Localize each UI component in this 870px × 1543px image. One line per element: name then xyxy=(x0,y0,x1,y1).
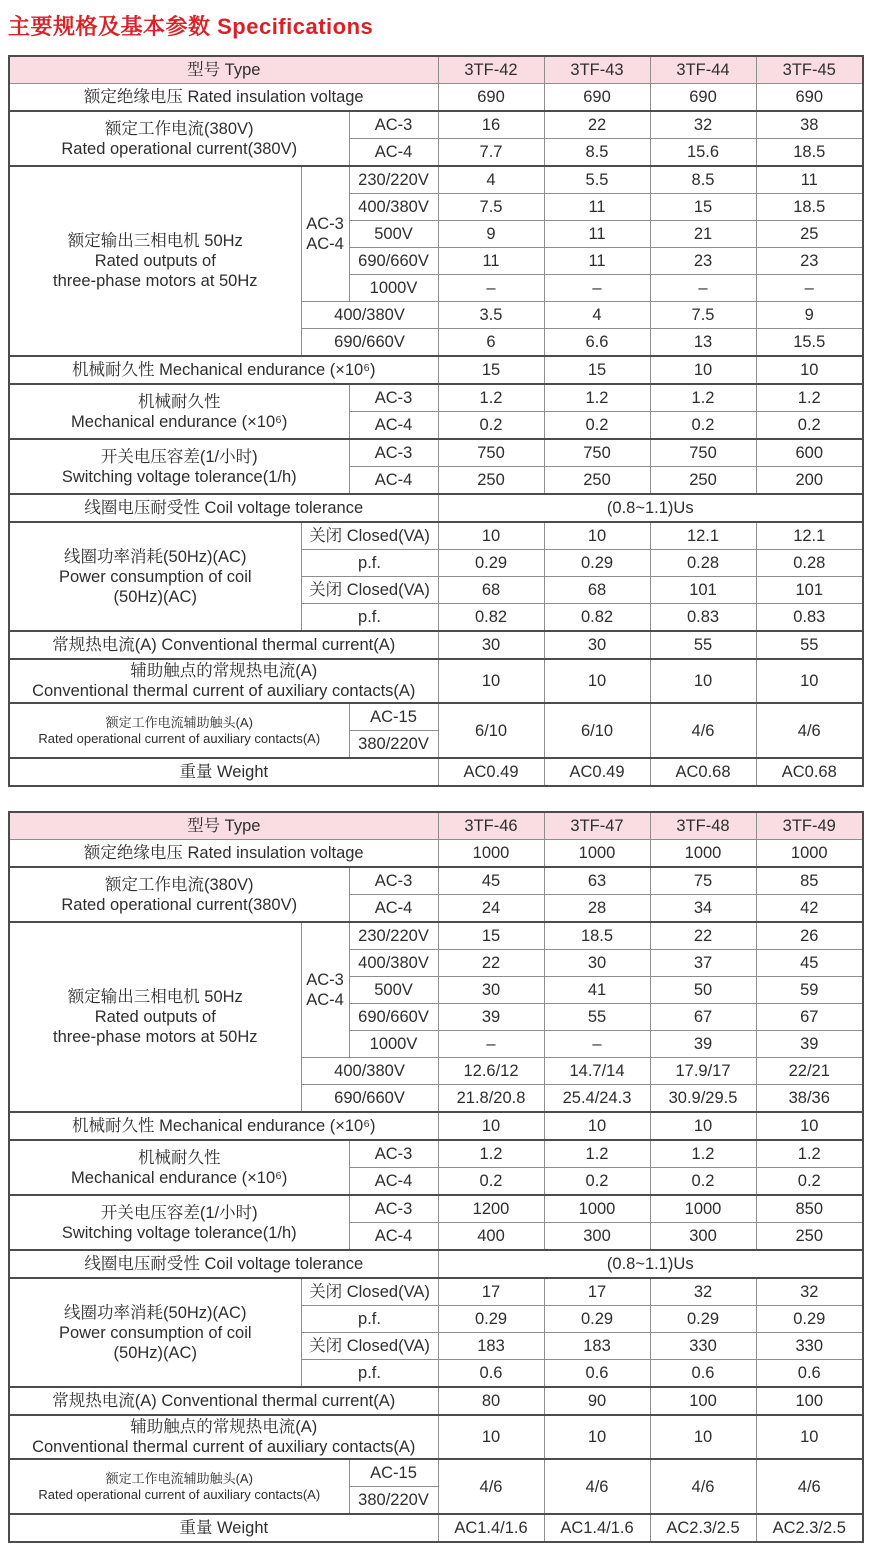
value-cell: 23 xyxy=(756,248,863,275)
value-cell: 100 xyxy=(650,1387,756,1415)
table-row xyxy=(9,439,863,467)
value-cell: 1000V xyxy=(349,275,438,302)
header-cell: 3TF-45 xyxy=(756,56,863,84)
header-cell: 型号 Type xyxy=(9,812,438,840)
value-cell: 90 xyxy=(544,1387,650,1415)
value-cell: 9 xyxy=(756,302,863,329)
value-cell: 183 xyxy=(438,1333,544,1360)
value-cell: 75 xyxy=(650,867,756,895)
row-label-cell: 关闭 Closed(VA) xyxy=(301,1333,438,1360)
value-cell: 10 xyxy=(650,1112,756,1140)
value-cell: 68 xyxy=(438,577,544,604)
table-row xyxy=(9,111,863,139)
value-cell: 8.5 xyxy=(650,166,756,194)
value-cell: 22 xyxy=(438,950,544,977)
value-cell: 45 xyxy=(756,950,863,977)
row-label-cell: 机械耐久性 Mechanical endurance (×10⁶) xyxy=(9,1140,349,1195)
table-row xyxy=(9,166,863,194)
row-label-cell: 额定绝缘电压 Rated insulation voltage xyxy=(9,84,438,112)
value-cell: AC0.68 xyxy=(756,758,863,786)
row-label-cell: 线圈电压耐受性 Coil voltage tolerance xyxy=(9,1250,438,1278)
value-cell: 1000 xyxy=(544,840,650,868)
table-row xyxy=(9,922,863,950)
value-cell: 1.2 xyxy=(650,1140,756,1168)
value-cell: 750 xyxy=(544,439,650,467)
value-cell: 25.4/24.3 xyxy=(544,1085,650,1113)
row-label-cell: 关闭 Closed(VA) xyxy=(301,1278,438,1306)
value-cell: 13 xyxy=(650,329,756,357)
value-cell: 0.2 xyxy=(544,412,650,440)
value-cell: AC-4 xyxy=(349,139,438,167)
row-label-cell: 机械耐久性 Mechanical endurance (×10⁶) xyxy=(9,1112,438,1140)
value-cell: 11 xyxy=(438,248,544,275)
value-cell: 0.29 xyxy=(438,550,544,577)
row-label-cell: 开关电压容差(1/小时) Switching voltage tolerance(1/h) xyxy=(9,439,349,494)
value-cell: 80 xyxy=(438,1387,544,1415)
value-cell: 0.6 xyxy=(756,1360,863,1388)
value-cell: – xyxy=(756,275,863,302)
value-cell: 14.7/14 xyxy=(544,1058,650,1085)
value-cell: 0.29 xyxy=(756,1306,863,1333)
value-cell: AC1.4/1.6 xyxy=(544,1514,650,1542)
header-cell: 3TF-43 xyxy=(544,56,650,84)
value-cell: 39 xyxy=(650,1031,756,1058)
value-cell: 1000V xyxy=(349,1031,438,1058)
value-cell: 0.28 xyxy=(756,550,863,577)
value-cell: 32 xyxy=(650,1278,756,1306)
value-cell: 250 xyxy=(756,1223,863,1251)
table-row xyxy=(9,384,863,412)
value-cell: AC-3 xyxy=(349,439,438,467)
row-label-cell: 额定绝缘电压 Rated insulation voltage xyxy=(9,840,438,868)
value-cell: – xyxy=(544,1031,650,1058)
header-cell: 3TF-47 xyxy=(544,812,650,840)
table-row xyxy=(9,812,863,840)
value-cell: 10 xyxy=(438,1112,544,1140)
value-cell: p.f. xyxy=(301,1360,438,1388)
value-cell: 300 xyxy=(650,1223,756,1251)
value-cell: 1.2 xyxy=(756,384,863,412)
value-cell: AC-3 AC-4 xyxy=(301,166,349,302)
value-cell: 7.5 xyxy=(438,194,544,221)
value-cell: 10 xyxy=(650,356,756,384)
row-label-cell: 常规热电流(A) Conventional thermal current(A) xyxy=(9,1387,438,1415)
value-cell: AC-3 xyxy=(349,384,438,412)
table-row xyxy=(9,631,863,659)
value-cell: 6 xyxy=(438,329,544,357)
value-cell: 4/6 xyxy=(544,1459,650,1514)
value-cell: 15 xyxy=(438,922,544,950)
value-cell: – xyxy=(650,275,756,302)
value-cell: 12.1 xyxy=(650,522,756,550)
value-cell: AC-3 xyxy=(349,1140,438,1168)
header-cell: 3TF-44 xyxy=(650,56,756,84)
value-cell: 4/6 xyxy=(438,1459,544,1514)
value-cell: 15.5 xyxy=(756,329,863,357)
value-cell: AC-15 xyxy=(349,1459,438,1487)
value-cell: 32 xyxy=(650,111,756,139)
value-cell: 400/380V xyxy=(349,194,438,221)
value-cell: 10 xyxy=(544,1415,650,1459)
value-cell: 230/220V xyxy=(349,922,438,950)
value-cell: 10 xyxy=(438,1415,544,1459)
value-cell: 690/660V xyxy=(349,1004,438,1031)
value-cell: 1000 xyxy=(650,840,756,868)
value-cell: 18.5 xyxy=(756,139,863,167)
value-cell: 63 xyxy=(544,867,650,895)
value-cell: 24 xyxy=(438,895,544,923)
row-label-cell: 额定工作电流(380V) Rated operational current(380V) xyxy=(9,111,349,166)
row-label-cell: 额定输出三相电机 50Hz Rated outputs of three-phase motors at 50Hz xyxy=(9,166,301,356)
value-cell: (0.8~1.1)Us xyxy=(438,1250,863,1278)
value-cell: AC0.49 xyxy=(544,758,650,786)
value-cell: 0.2 xyxy=(438,1168,544,1196)
value-cell: 9 xyxy=(438,221,544,248)
value-cell: 37 xyxy=(650,950,756,977)
value-cell: AC-4 xyxy=(349,467,438,495)
value-cell: 39 xyxy=(438,1004,544,1031)
value-cell: 0.2 xyxy=(438,412,544,440)
value-cell: 4 xyxy=(544,302,650,329)
value-cell: 0.82 xyxy=(544,604,650,632)
header-cell: 型号 Type xyxy=(9,56,438,84)
value-cell: 0.29 xyxy=(438,1306,544,1333)
page-title: 主要规格及基本参数 Specifications xyxy=(8,14,374,39)
value-cell: 7.7 xyxy=(438,139,544,167)
value-cell: 10 xyxy=(438,659,544,703)
value-cell: 18.5 xyxy=(756,194,863,221)
value-cell: p.f. xyxy=(301,550,438,577)
value-cell: 0.29 xyxy=(544,1306,650,1333)
value-cell: 22 xyxy=(544,111,650,139)
table-row xyxy=(9,703,863,731)
row-label-cell: 机械耐久性 Mechanical endurance (×10⁶) xyxy=(9,384,349,439)
value-cell: 15.6 xyxy=(650,139,756,167)
value-cell: 11 xyxy=(544,221,650,248)
spec-table-models-3tf46-49 xyxy=(8,811,864,1543)
value-cell: 230/220V xyxy=(349,166,438,194)
value-cell: 10 xyxy=(544,1112,650,1140)
value-cell: 1000 xyxy=(438,840,544,868)
value-cell: 400/380V xyxy=(301,302,438,329)
value-cell: 10 xyxy=(756,356,863,384)
value-cell: 28 xyxy=(544,895,650,923)
value-cell: 0.2 xyxy=(544,1168,650,1196)
value-cell: 0.83 xyxy=(650,604,756,632)
value-cell: 250 xyxy=(544,467,650,495)
value-cell: 30.9/29.5 xyxy=(650,1085,756,1113)
value-cell: 0.29 xyxy=(544,550,650,577)
value-cell: 750 xyxy=(438,439,544,467)
value-cell: 1.2 xyxy=(544,1140,650,1168)
table-row xyxy=(9,56,863,84)
value-cell: 15 xyxy=(438,356,544,384)
value-cell: 1200 xyxy=(438,1195,544,1223)
value-cell: 0.29 xyxy=(650,1306,756,1333)
value-cell: AC-3 xyxy=(349,111,438,139)
value-cell: 500V xyxy=(349,221,438,248)
value-cell: 101 xyxy=(650,577,756,604)
value-cell: 1.2 xyxy=(438,384,544,412)
value-cell: 41 xyxy=(544,977,650,1004)
value-cell: 67 xyxy=(756,1004,863,1031)
row-label-cell: 关闭 Closed(VA) xyxy=(301,577,438,604)
value-cell: 0.2 xyxy=(756,1168,863,1196)
value-cell: AC-4 xyxy=(349,895,438,923)
row-label-cell: 关闭 Closed(VA) xyxy=(301,522,438,550)
value-cell: 17.9/17 xyxy=(650,1058,756,1085)
value-cell: AC-4 xyxy=(349,1168,438,1196)
value-cell: AC-3 xyxy=(349,1195,438,1223)
value-cell: 0.2 xyxy=(650,412,756,440)
value-cell: 18.5 xyxy=(544,922,650,950)
value-cell: 690 xyxy=(544,84,650,112)
table-row xyxy=(9,1459,863,1487)
value-cell: AC-3 xyxy=(349,867,438,895)
value-cell: 250 xyxy=(438,467,544,495)
value-cell: 8.5 xyxy=(544,139,650,167)
value-cell: AC0.68 xyxy=(650,758,756,786)
row-label-cell: 额定工作电流辅助触头(A) Rated operational current of auxiliary contacts(A) xyxy=(9,703,349,758)
value-cell: 23 xyxy=(650,248,756,275)
value-cell: 1.2 xyxy=(544,384,650,412)
table-row xyxy=(9,1514,863,1542)
value-cell: 400/380V xyxy=(301,1058,438,1085)
value-cell: 17 xyxy=(544,1278,650,1306)
value-cell: 6/10 xyxy=(438,703,544,758)
row-label-cell: 线圈电压耐受性 Coil voltage tolerance xyxy=(9,494,438,522)
value-cell: 32 xyxy=(756,1278,863,1306)
value-cell: 10 xyxy=(756,1415,863,1459)
value-cell: 690 xyxy=(756,84,863,112)
value-cell: 690/660V xyxy=(349,248,438,275)
value-cell: 330 xyxy=(650,1333,756,1360)
table-row xyxy=(9,1112,863,1140)
value-cell: 55 xyxy=(650,631,756,659)
value-cell: p.f. xyxy=(301,1306,438,1333)
value-cell: 600 xyxy=(756,439,863,467)
row-label-cell: 辅助触点的常规热电流(A) Conventional thermal current of auxiliary contacts(A) xyxy=(9,659,438,703)
value-cell: 0.2 xyxy=(756,412,863,440)
table-row xyxy=(9,840,863,868)
value-cell: 0.83 xyxy=(756,604,863,632)
row-label-cell: 开关电压容差(1/小时) Switching voltage tolerance(1/h) xyxy=(9,1195,349,1250)
value-cell: 10 xyxy=(544,659,650,703)
value-cell: 45 xyxy=(438,867,544,895)
row-label-cell: 重量 Weight xyxy=(9,758,438,786)
value-cell: AC-4 xyxy=(349,1223,438,1251)
value-cell: 68 xyxy=(544,577,650,604)
header-cell: 3TF-42 xyxy=(438,56,544,84)
value-cell: 22 xyxy=(650,922,756,950)
value-cell: 11 xyxy=(544,248,650,275)
value-cell: AC-4 xyxy=(349,412,438,440)
row-label-cell: 额定工作电流辅助触头(A) Rated operational current of auxiliary contacts(A) xyxy=(9,1459,349,1514)
value-cell: 690/660V xyxy=(301,329,438,357)
table-row xyxy=(9,1387,863,1415)
value-cell: 38 xyxy=(756,111,863,139)
value-cell: 10 xyxy=(650,1415,756,1459)
value-cell: 183 xyxy=(544,1333,650,1360)
table-row xyxy=(9,659,863,703)
header-cell: 3TF-48 xyxy=(650,812,756,840)
value-cell: 380/220V xyxy=(349,1487,438,1515)
value-cell: 55 xyxy=(544,1004,650,1031)
row-label-cell: 常规热电流(A) Conventional thermal current(A) xyxy=(9,631,438,659)
row-label-cell: 重量 Weight xyxy=(9,1514,438,1542)
value-cell: 12.6/12 xyxy=(438,1058,544,1085)
table-row xyxy=(9,522,863,550)
value-cell: 3.5 xyxy=(438,302,544,329)
value-cell: 39 xyxy=(756,1031,863,1058)
value-cell: 15 xyxy=(544,356,650,384)
value-cell: – xyxy=(438,275,544,302)
value-cell: 26 xyxy=(756,922,863,950)
header-cell: 3TF-46 xyxy=(438,812,544,840)
value-cell: 1.2 xyxy=(650,384,756,412)
value-cell: – xyxy=(438,1031,544,1058)
value-cell: 30 xyxy=(438,977,544,1004)
value-cell: 6.6 xyxy=(544,329,650,357)
value-cell: 330 xyxy=(756,1333,863,1360)
table-row xyxy=(9,1195,863,1223)
table-row xyxy=(9,1250,863,1278)
value-cell: 11 xyxy=(756,166,863,194)
value-cell: 300 xyxy=(544,1223,650,1251)
value-cell: 15 xyxy=(650,194,756,221)
table-row xyxy=(9,1140,863,1168)
value-cell: 38/36 xyxy=(756,1085,863,1113)
value-cell: 5.5 xyxy=(544,166,650,194)
value-cell: 380/220V xyxy=(349,731,438,759)
value-cell: 690/660V xyxy=(301,1085,438,1113)
value-cell: 6/10 xyxy=(544,703,650,758)
table-row xyxy=(9,758,863,786)
value-cell: 0.82 xyxy=(438,604,544,632)
table-row xyxy=(9,494,863,522)
value-cell: AC0.49 xyxy=(438,758,544,786)
value-cell: 55 xyxy=(756,631,863,659)
value-cell: 1000 xyxy=(544,1195,650,1223)
value-cell: 200 xyxy=(756,467,863,495)
value-cell: 1000 xyxy=(756,840,863,868)
value-cell: AC1.4/1.6 xyxy=(438,1514,544,1542)
value-cell: 0.6 xyxy=(650,1360,756,1388)
row-label-cell: 线圈功率消耗(50Hz)(AC) Power consumption of coil (50Hz)(AC) xyxy=(9,522,301,631)
value-cell: 100 xyxy=(756,1387,863,1415)
header-cell: 3TF-49 xyxy=(756,812,863,840)
value-cell: 101 xyxy=(756,577,863,604)
value-cell: 12.1 xyxy=(756,522,863,550)
table-row xyxy=(9,1415,863,1459)
row-label-cell: 线圈功率消耗(50Hz)(AC) Power consumption of coil (50Hz)(AC) xyxy=(9,1278,301,1387)
row-label-cell: 额定工作电流(380V) Rated operational current(380V) xyxy=(9,867,349,922)
value-cell: 4/6 xyxy=(756,703,863,758)
value-cell: 30 xyxy=(438,631,544,659)
value-cell: 400/380V xyxy=(349,950,438,977)
value-cell: 50 xyxy=(650,977,756,1004)
value-cell: 22/21 xyxy=(756,1058,863,1085)
row-label-cell: 额定输出三相电机 50Hz Rated outputs of three-phase motors at 50Hz xyxy=(9,922,301,1112)
row-label-cell: 机械耐久性 Mechanical endurance (×10⁶) xyxy=(9,356,438,384)
value-cell: 1.2 xyxy=(756,1140,863,1168)
value-cell: 10 xyxy=(650,659,756,703)
value-cell: 4 xyxy=(438,166,544,194)
value-cell: 21 xyxy=(650,221,756,248)
value-cell: AC-3 AC-4 xyxy=(301,922,349,1058)
table-row xyxy=(9,356,863,384)
value-cell: 85 xyxy=(756,867,863,895)
value-cell: 10 xyxy=(756,1112,863,1140)
value-cell: 16 xyxy=(438,111,544,139)
value-cell: 10 xyxy=(756,659,863,703)
value-cell: 0.28 xyxy=(650,550,756,577)
row-label-cell: 辅助触点的常规热电流(A) Conventional thermal current of auxiliary contacts(A) xyxy=(9,1415,438,1459)
value-cell: 1000 xyxy=(650,1195,756,1223)
value-cell: 17 xyxy=(438,1278,544,1306)
value-cell: 500V xyxy=(349,977,438,1004)
value-cell: 0.2 xyxy=(650,1168,756,1196)
value-cell: 34 xyxy=(650,895,756,923)
value-cell: 11 xyxy=(544,194,650,221)
value-cell: 4/6 xyxy=(650,703,756,758)
value-cell: 30 xyxy=(544,950,650,977)
value-cell: AC2.3/2.5 xyxy=(756,1514,863,1542)
value-cell: 10 xyxy=(544,522,650,550)
value-cell: 1.2 xyxy=(438,1140,544,1168)
value-cell: 59 xyxy=(756,977,863,1004)
value-cell: 21.8/20.8 xyxy=(438,1085,544,1113)
value-cell: 42 xyxy=(756,895,863,923)
value-cell: AC-15 xyxy=(349,703,438,731)
value-cell: – xyxy=(544,275,650,302)
value-cell: 250 xyxy=(650,467,756,495)
value-cell: 67 xyxy=(650,1004,756,1031)
value-cell: 400 xyxy=(438,1223,544,1251)
value-cell: 7.5 xyxy=(650,302,756,329)
value-cell: 10 xyxy=(438,522,544,550)
value-cell: p.f. xyxy=(301,604,438,632)
value-cell: 690 xyxy=(438,84,544,112)
value-cell: AC2.3/2.5 xyxy=(650,1514,756,1542)
spec-table-models-3tf42-45 xyxy=(8,55,864,787)
value-cell: 4/6 xyxy=(756,1459,863,1514)
value-cell: 30 xyxy=(544,631,650,659)
table-row xyxy=(9,84,863,112)
table-row xyxy=(9,867,863,895)
value-cell: (0.8~1.1)Us xyxy=(438,494,863,522)
value-cell: 0.6 xyxy=(438,1360,544,1388)
value-cell: 25 xyxy=(756,221,863,248)
value-cell: 0.6 xyxy=(544,1360,650,1388)
value-cell: 4/6 xyxy=(650,1459,756,1514)
value-cell: 690 xyxy=(650,84,756,112)
value-cell: 750 xyxy=(650,439,756,467)
table-row xyxy=(9,1278,863,1306)
value-cell: 850 xyxy=(756,1195,863,1223)
